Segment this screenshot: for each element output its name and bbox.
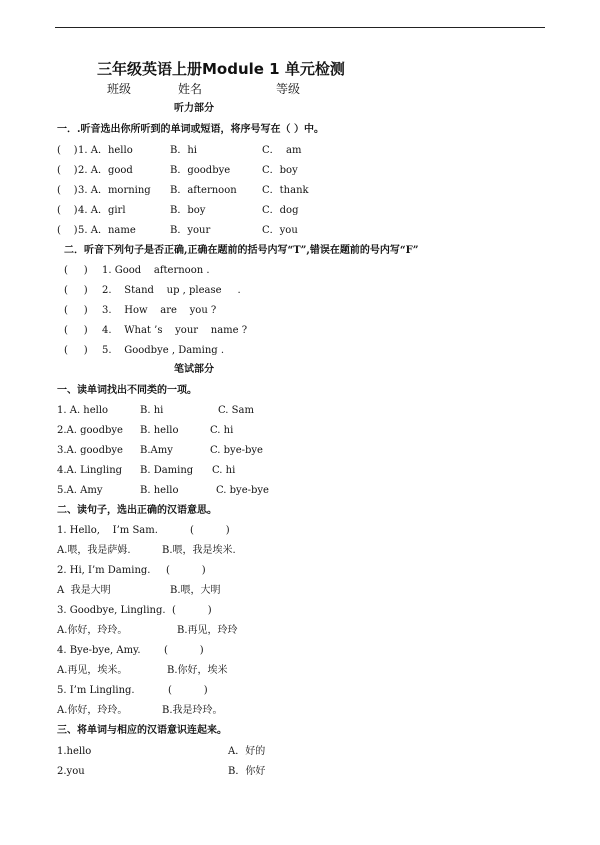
choice-b: B.我是玲玲。 (162, 705, 223, 716)
option-c: C. Sam (218, 405, 254, 416)
option-c: C. bye-bye (210, 445, 263, 456)
option-c: C．dog (262, 205, 299, 216)
option-a: 5. A．name (78, 225, 136, 236)
question: 3. Goodbye, Lingling. (57, 605, 166, 616)
option-a: 2.A. goodbye (57, 425, 123, 436)
option-b: B.Amy (140, 445, 173, 456)
answer-bracket: ( ) (57, 145, 78, 156)
option-a: 5.A. Amy (57, 485, 103, 496)
choice-b: B.你好，埃米 (167, 665, 228, 676)
answer-bracket: ( ) (64, 305, 88, 316)
option-b: B．hi (170, 145, 197, 156)
option-c: C．thank (262, 185, 309, 196)
option-c: C. hi (212, 465, 236, 476)
option-b: B．boy (170, 205, 206, 216)
choice-a: A.再见，埃米。 (57, 665, 128, 676)
sentence: 1. Good afternoon . (102, 265, 210, 276)
option-a: 2. A．good (78, 165, 133, 176)
option-c: C. hi (210, 425, 234, 436)
option-a: 1. A．hello (78, 145, 133, 156)
choice-a: A.你好，玲玲。 (57, 625, 128, 636)
option-c: C．you (262, 225, 298, 236)
option-a: 1. A. hello (57, 405, 109, 416)
choice-b: B.再见，玲玲 (177, 625, 238, 636)
option-b: B．afternoon (170, 185, 237, 196)
listening-part1-instruction: 一．.听音选出你所听到的单词或短语，将序号写在（ ）中。 (57, 124, 324, 135)
sentence: 3. How are you ? (102, 305, 217, 316)
option-a: 3. A．morning (78, 185, 151, 196)
listening-part2-instruction: 二．听音下列句子是否正确,正确在题前的括号内写“T”,错误在题前的号内写“F” (64, 245, 419, 256)
written-part3-instruction: 三、将单词与相应的汉语意识连起来。 (57, 725, 227, 736)
choice-b: B.喂，我是埃米. (162, 545, 236, 556)
option-c: C. bye-bye (216, 485, 269, 496)
option-b: B．goodbye (170, 165, 231, 176)
grade-label: 等级 (276, 82, 301, 96)
option-b: B．your (170, 225, 211, 236)
question: 5. I’m Lingling. (57, 685, 135, 696)
option-a: 4. A．girl (78, 205, 126, 216)
option-b: B. hi (140, 405, 164, 416)
question: 4. Bye-bye, Amy. (57, 645, 141, 656)
answer-paren: ( ) (168, 685, 208, 696)
class-label: 班级 (107, 82, 132, 96)
choice-a: A.你好，玲玲。 (57, 705, 128, 716)
answer-paren: ( ) (164, 645, 204, 656)
answer-bracket: ( ) (64, 345, 88, 356)
choice-a: A 我是大明 (57, 585, 111, 596)
question: 1. Hello, I’m Sam. (57, 525, 158, 536)
option-b: B. hello (140, 485, 179, 496)
page-title: 三年级英语上册Module 1 单元检测 (97, 60, 345, 78)
answer-paren: ( ) (166, 565, 206, 576)
written-heading: 笔试部分 (174, 364, 214, 375)
option-c: C．boy (262, 165, 298, 176)
answer-bracket: ( ) (57, 165, 78, 176)
answer-bracket: ( ) (64, 265, 88, 276)
match-word: 1.hello (57, 746, 92, 757)
listening-heading: 听力部分 (174, 103, 214, 114)
answer-bracket: ( ) (57, 185, 78, 196)
top-rule (55, 27, 545, 28)
sentence: 4. What ’s your name ? (102, 325, 248, 336)
answer-paren: ( ) (172, 605, 212, 616)
match-word: 2.you (57, 766, 85, 777)
option-b: B. Daming (140, 465, 194, 476)
answer-bracket: ( ) (64, 325, 88, 336)
written-part1-instruction: 一、读单词找出不同类的一项。 (57, 385, 197, 396)
answer-paren: ( ) (190, 525, 230, 536)
answer-bracket: ( ) (57, 225, 78, 236)
match-meaning: A．好的 (228, 746, 266, 757)
match-meaning: B．你好 (228, 766, 266, 777)
choice-a: A.喂，我是萨姆. (57, 545, 131, 556)
name-label: 姓名 (178, 82, 203, 96)
answer-bracket: ( ) (64, 285, 88, 296)
option-c: C． am (262, 145, 302, 156)
option-b: B. hello (140, 425, 179, 436)
answer-bracket: ( ) (57, 205, 78, 216)
choice-b: B.喂，大明 (170, 585, 221, 596)
sentence: 2. Stand up , please . (102, 285, 241, 296)
sentence: 5. Goodbye , Daming . (102, 345, 225, 356)
written-part2-instruction: 二、读句子，选出正确的汉语意思。 (57, 505, 217, 516)
option-a: 3.A. goodbye (57, 445, 123, 456)
option-a: 4.A. Lingling (57, 465, 123, 476)
question: 2. Hi, I’m Daming. (57, 565, 151, 576)
